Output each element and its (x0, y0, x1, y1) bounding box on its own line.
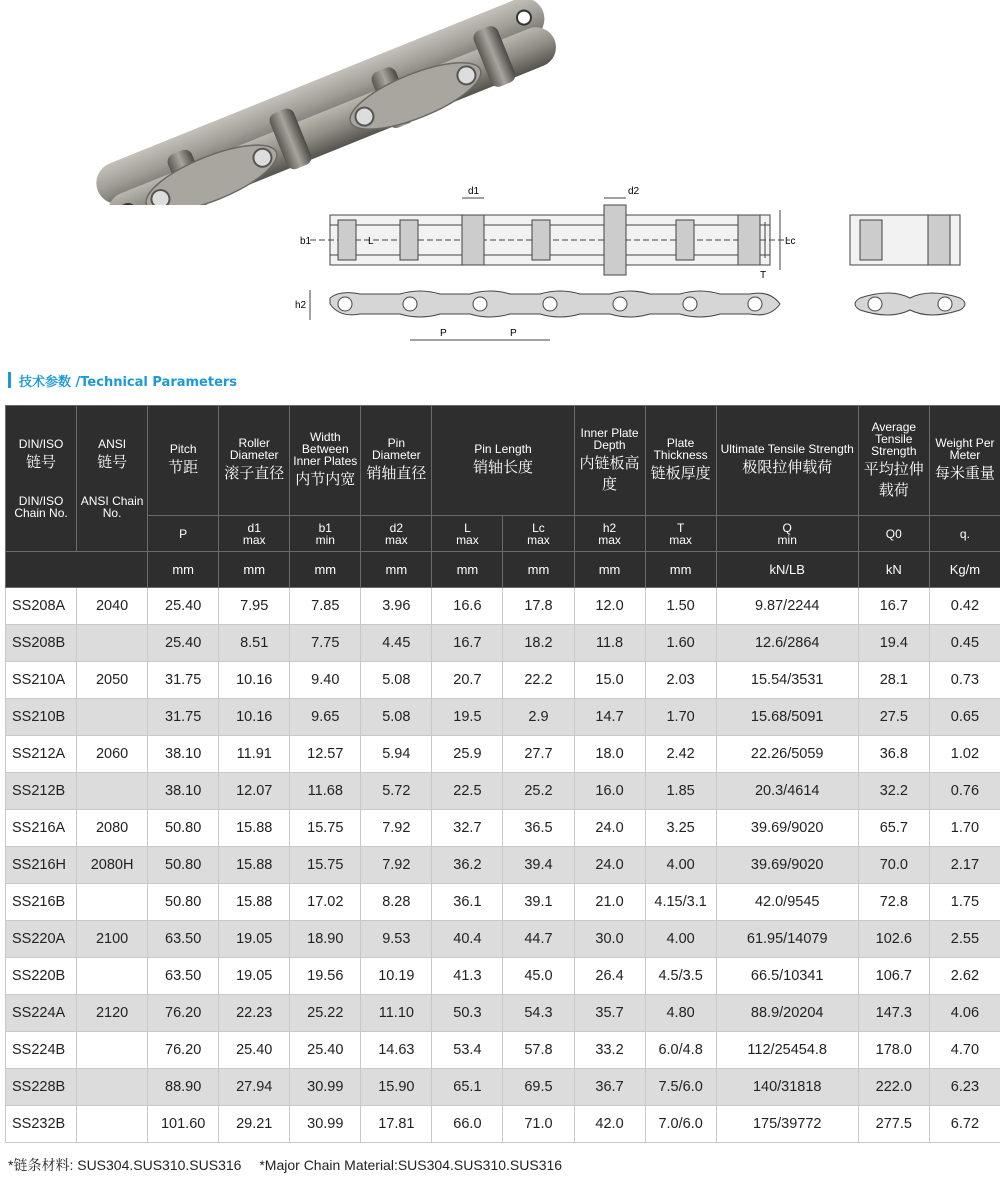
table-cell: 4.15/3.1 (645, 884, 716, 921)
section-heading-text: 技术参数 /Technical Parameters (19, 374, 238, 390)
table-cell: 5.94 (361, 736, 432, 773)
table-cell: 14.7 (574, 699, 645, 736)
table-cell: 2.55 (929, 921, 1000, 958)
table-cell: 38.10 (148, 736, 219, 773)
table-cell: 2080H (77, 847, 148, 884)
table-cell: 42.0/9545 (716, 884, 858, 921)
table-cell: 17.8 (503, 588, 574, 625)
table-cell: 54.3 (503, 995, 574, 1032)
table-cell: 25.2 (503, 773, 574, 810)
table-cell: 11.91 (219, 736, 290, 773)
table-cell: 0.45 (929, 625, 1000, 662)
table-row (6, 810, 1000, 847)
table-cell (77, 699, 148, 736)
table-cell: 66.0 (432, 1106, 503, 1143)
table-cell: 140/31818 (716, 1069, 858, 1106)
sym-ultimate: Q min (716, 516, 858, 552)
table-cell: 63.50 (148, 921, 219, 958)
sym-roller: d1 max (219, 516, 290, 552)
unit-cell: mm (148, 552, 219, 588)
table-cell: SS208A (6, 588, 77, 625)
units-spacer (6, 552, 148, 588)
table-row (6, 958, 1000, 995)
table-cell: 36.5 (503, 810, 574, 847)
table-cell: 1.70 (645, 699, 716, 736)
table-cell: 16.6 (432, 588, 503, 625)
table-cell: 20.3/4614 (716, 773, 858, 810)
table-cell: 39.69/9020 (716, 847, 858, 884)
table-cell: 0.42 (929, 588, 1000, 625)
table-cell: 30.0 (574, 921, 645, 958)
table-cell: 32.2 (858, 773, 929, 810)
table-cell: 19.5 (432, 699, 503, 736)
table-cell: 7.75 (290, 625, 361, 662)
table-cell: 33.2 (574, 1032, 645, 1069)
table-cell: 71.0 (503, 1106, 574, 1143)
sym-L: L max (432, 516, 503, 552)
table-cell: 19.05 (219, 958, 290, 995)
heading-accent-bar (8, 372, 11, 388)
table-cell: 2060 (77, 736, 148, 773)
table-cell: SS210A (6, 662, 77, 699)
table-row (6, 773, 1000, 810)
table-cell (77, 884, 148, 921)
table-cell: 7.92 (361, 810, 432, 847)
section-heading (8, 370, 237, 390)
table-row (6, 921, 1000, 958)
table-cell: 39.1 (503, 884, 574, 921)
table-cell: 25.40 (148, 588, 219, 625)
table-cell: SS224A (6, 995, 77, 1032)
sym-depth: h2 max (574, 516, 645, 552)
table-cell: 15.75 (290, 810, 361, 847)
table-cell: 25.22 (290, 995, 361, 1032)
table-cell: 9.53 (361, 921, 432, 958)
table-cell: SS228B (6, 1069, 77, 1106)
unit-cell: mm (574, 552, 645, 588)
table-cell: 22.23 (219, 995, 290, 1032)
unit-cell: mm (219, 552, 290, 588)
table-cell: 72.8 (858, 884, 929, 921)
table-cell: 25.40 (290, 1032, 361, 1069)
table-cell: 1.70 (929, 810, 1000, 847)
table-cell: 27.94 (219, 1069, 290, 1106)
table-row (6, 847, 1000, 884)
table-cell: 39.69/9020 (716, 810, 858, 847)
table-cell (77, 773, 148, 810)
chain-product-photo (60, 0, 580, 205)
label-pitch-1: P (440, 328, 447, 339)
table-cell: 12.07 (219, 773, 290, 810)
table-cell: 50.80 (148, 810, 219, 847)
table-cell: 1.02 (929, 736, 1000, 773)
table-cell: 2.03 (645, 662, 716, 699)
table-cell: 10.16 (219, 662, 290, 699)
table-cell: SS220A (6, 921, 77, 958)
table-cell: 15.54/3531 (716, 662, 858, 699)
table-cell: 65.1 (432, 1069, 503, 1106)
table-cell: 36.7 (574, 1069, 645, 1106)
units-row (6, 552, 1000, 588)
table-cell: 2100 (77, 921, 148, 958)
table-cell: 1.85 (645, 773, 716, 810)
table-cell: 2.9 (503, 699, 574, 736)
table-cell: 24.0 (574, 847, 645, 884)
chain-technical-drawing (290, 180, 980, 370)
label-b1: b1 (300, 236, 312, 247)
col-pitch-header: Pitch 节距 (148, 406, 219, 516)
table-cell: 2120 (77, 995, 148, 1032)
table-row (6, 699, 1000, 736)
unit-cell: mm (645, 552, 716, 588)
table-cell (77, 958, 148, 995)
table-cell: 15.75 (290, 847, 361, 884)
table-cell: 10.16 (219, 699, 290, 736)
table-cell: 147.3 (858, 995, 929, 1032)
col-depth-header: Inner Plate Depth 内链板高度 (574, 406, 645, 516)
table-cell: 112/25454.8 (716, 1032, 858, 1069)
unit-cell: kN (858, 552, 929, 588)
unit-cell: Kg/m (929, 552, 1000, 588)
table-cell: 21.0 (574, 884, 645, 921)
table-cell: 15.0 (574, 662, 645, 699)
table-cell: 11.68 (290, 773, 361, 810)
table-cell: 44.7 (503, 921, 574, 958)
sym-thickness: T max (645, 516, 716, 552)
table-row (6, 662, 1000, 699)
table-cell: 175/39772 (716, 1106, 858, 1143)
table-cell: 6.72 (929, 1106, 1000, 1143)
table-cell: 11.8 (574, 625, 645, 662)
table-cell: 1.50 (645, 588, 716, 625)
table-cell: 7.92 (361, 847, 432, 884)
table-cell: 222.0 (858, 1069, 929, 1106)
table-cell: 31.75 (148, 699, 219, 736)
table-cell: 24.0 (574, 810, 645, 847)
table-cell: 19.56 (290, 958, 361, 995)
table-cell: 10.19 (361, 958, 432, 995)
table-cell: SS216B (6, 884, 77, 921)
table-cell: 11.10 (361, 995, 432, 1032)
unit-cell: mm (290, 552, 361, 588)
table-cell: 42.0 (574, 1106, 645, 1143)
technical-parameters-table (5, 405, 1000, 1143)
unit-cell: mm (361, 552, 432, 588)
table-cell: 18.2 (503, 625, 574, 662)
label-pitch-2: P (510, 328, 517, 339)
label-Lc: Lc (785, 236, 796, 247)
table-cell: SS212B (6, 773, 77, 810)
table-row (6, 995, 1000, 1032)
table-cell: 30.99 (290, 1106, 361, 1143)
label-h2: h2 (295, 300, 307, 311)
table-cell: 12.57 (290, 736, 361, 773)
table-cell (77, 1069, 148, 1106)
col-weight-header: Weight Per Meter 每米重量 (929, 406, 1000, 516)
table-cell: 0.76 (929, 773, 1000, 810)
table-cell: 18.90 (290, 921, 361, 958)
table-cell: 3.25 (645, 810, 716, 847)
table-cell: 6.0/4.8 (645, 1032, 716, 1069)
sym-width: b1 min (290, 516, 361, 552)
col-average-header: Average Tensile Strength 平均拉伸载荷 (858, 406, 929, 516)
table-cell: 12.0 (574, 588, 645, 625)
table-cell: 4.45 (361, 625, 432, 662)
table-row (6, 1032, 1000, 1069)
table-cell: 63.50 (148, 958, 219, 995)
footnote-en: *Major Chain Material:SUS304.SUS310.SUS316 (259, 1157, 563, 1173)
table-cell: SS208B (6, 625, 77, 662)
table-cell: 16.7 (858, 588, 929, 625)
table-cell: 15.68/5091 (716, 699, 858, 736)
table-cell: SS232B (6, 1106, 77, 1143)
table-cell: 4.70 (929, 1032, 1000, 1069)
col-roller-header: Roller Diameter 滚子直径 (219, 406, 290, 516)
label-d1: d1 (468, 186, 480, 197)
table-cell: 76.20 (148, 1032, 219, 1069)
table-cell: 38.10 (148, 773, 219, 810)
table-cell: 4.80 (645, 995, 716, 1032)
table-cell: SS220B (6, 958, 77, 995)
table-cell: 26.4 (574, 958, 645, 995)
table-cell: 31.75 (148, 662, 219, 699)
table-cell: 8.28 (361, 884, 432, 921)
table-cell: 7.95 (219, 588, 290, 625)
table-cell: 70.0 (858, 847, 929, 884)
col-thickness-header: Plate Thickness 链板厚度 (645, 406, 716, 516)
table-cell: 22.5 (432, 773, 503, 810)
table-cell: 40.4 (432, 921, 503, 958)
sym-average: Q0 (858, 516, 929, 552)
table-cell: 65.7 (858, 810, 929, 847)
table-cell: 39.4 (503, 847, 574, 884)
footnote-cn: *链条材料: SUS304.SUS310.SUS316 (8, 1157, 242, 1173)
table-cell: 36.8 (858, 736, 929, 773)
table-cell: 15.88 (219, 884, 290, 921)
unit-cell: mm (503, 552, 574, 588)
table-row (6, 588, 1000, 625)
table-cell (77, 1032, 148, 1069)
table-cell: 9.87/2244 (716, 588, 858, 625)
col-pinlength-header: Pin Length 销轴长度 (432, 406, 574, 516)
table-cell: SS212A (6, 736, 77, 773)
table-cell: 50.80 (148, 847, 219, 884)
table-cell: SS224B (6, 1032, 77, 1069)
table-cell: 5.08 (361, 699, 432, 736)
sym-weight: q. (929, 516, 1000, 552)
table-cell: 57.8 (503, 1032, 574, 1069)
table-cell: 50.3 (432, 995, 503, 1032)
table-row (6, 736, 1000, 773)
table-cell: 20.7 (432, 662, 503, 699)
table-cell: 4.5/3.5 (645, 958, 716, 995)
table-cell: 16.7 (432, 625, 503, 662)
table-cell: 30.99 (290, 1069, 361, 1106)
table-cell: 25.9 (432, 736, 503, 773)
table-cell: 6.23 (929, 1069, 1000, 1106)
col-pin-header: Pin Diameter 销轴直径 (361, 406, 432, 516)
table-cell: 3.96 (361, 588, 432, 625)
table-cell: 277.5 (858, 1106, 929, 1143)
table-cell: 50.80 (148, 884, 219, 921)
table-cell: 106.7 (858, 958, 929, 995)
table-cell: 76.20 (148, 995, 219, 1032)
sym-pitch: P (148, 516, 219, 552)
table-cell: 1.75 (929, 884, 1000, 921)
table-cell: SS216A (6, 810, 77, 847)
col-width-header: Width Between Inner Plates 内节内宽 (290, 406, 361, 516)
col-din-header: DIN/ISO 链号 DIN/ISO Chain No. (6, 406, 77, 552)
table-cell: 102.6 (858, 921, 929, 958)
table-cell: 7.85 (290, 588, 361, 625)
table-cell: 18.0 (574, 736, 645, 773)
table-cell: 4.00 (645, 847, 716, 884)
table-cell: 27.5 (858, 699, 929, 736)
table-cell: 25.40 (148, 625, 219, 662)
table-cell: 5.72 (361, 773, 432, 810)
material-footnote (8, 1155, 576, 1175)
table-cell (77, 1106, 148, 1143)
table-cell: 36.2 (432, 847, 503, 884)
unit-cell: mm (432, 552, 503, 588)
table-cell (77, 625, 148, 662)
table-cell: 2080 (77, 810, 148, 847)
table-cell: 9.40 (290, 662, 361, 699)
table-cell: 0.73 (929, 662, 1000, 699)
table-cell: 8.51 (219, 625, 290, 662)
table-cell: 17.02 (290, 884, 361, 921)
table-cell: 2050 (77, 662, 148, 699)
table-cell: 9.65 (290, 699, 361, 736)
table-cell: 41.3 (432, 958, 503, 995)
table-cell: 15.88 (219, 810, 290, 847)
table-cell: 28.1 (858, 662, 929, 699)
table-cell: 2.17 (929, 847, 1000, 884)
table-cell: 61.95/14079 (716, 921, 858, 958)
sym-pin: d2 max (361, 516, 432, 552)
table-cell: 88.90 (148, 1069, 219, 1106)
table-cell: 15.90 (361, 1069, 432, 1106)
col-ultimate-header: Ultimate Tensile Strength 极限拉伸载荷 (716, 406, 858, 516)
table-cell: 2.62 (929, 958, 1000, 995)
table-cell: 14.63 (361, 1032, 432, 1069)
table-cell: 7.5/6.0 (645, 1069, 716, 1106)
table-cell: 15.88 (219, 847, 290, 884)
table-cell: 17.81 (361, 1106, 432, 1143)
table-cell: SS210B (6, 699, 77, 736)
table-cell: 45.0 (503, 958, 574, 995)
table-cell: 16.0 (574, 773, 645, 810)
table-row (6, 625, 1000, 662)
table-cell: 12.6/2864 (716, 625, 858, 662)
table-row (6, 1069, 1000, 1106)
table-cell: 69.5 (503, 1069, 574, 1106)
table-cell: 53.4 (432, 1032, 503, 1069)
table-cell: 1.60 (645, 625, 716, 662)
table-cell: 25.40 (219, 1032, 290, 1069)
table-cell: 22.26/5059 (716, 736, 858, 773)
table-cell: 2.42 (645, 736, 716, 773)
table-cell: 35.7 (574, 995, 645, 1032)
table-cell: 0.65 (929, 699, 1000, 736)
table-cell: 4.06 (929, 995, 1000, 1032)
table-row (6, 1106, 1000, 1143)
col-ansi-header: ANSI 链号 ANSI Chain No. (77, 406, 148, 552)
table-cell: 36.1 (432, 884, 503, 921)
table-cell: 29.21 (219, 1106, 290, 1143)
table-cell: 178.0 (858, 1032, 929, 1069)
label-d2: d2 (628, 186, 640, 197)
table-row (6, 884, 1000, 921)
table-cell: 66.5/10341 (716, 958, 858, 995)
table-cell: 19.05 (219, 921, 290, 958)
table-cell: 88.9/20204 (716, 995, 858, 1032)
unit-cell: kN/LB (716, 552, 858, 588)
table-cell: 19.4 (858, 625, 929, 662)
table-cell: 22.2 (503, 662, 574, 699)
sym-Lc: Lc max (503, 516, 574, 552)
table-cell: 4.00 (645, 921, 716, 958)
table-cell: 32.7 (432, 810, 503, 847)
table-cell: SS216H (6, 847, 77, 884)
table-cell: 2040 (77, 588, 148, 625)
label-L: L (368, 236, 374, 247)
label-T: T (760, 270, 767, 281)
table-cell: 101.60 (148, 1106, 219, 1143)
table-cell: 7.0/6.0 (645, 1106, 716, 1143)
table-cell: 27.7 (503, 736, 574, 773)
table-body (6, 588, 1000, 1143)
table-cell: 5.08 (361, 662, 432, 699)
